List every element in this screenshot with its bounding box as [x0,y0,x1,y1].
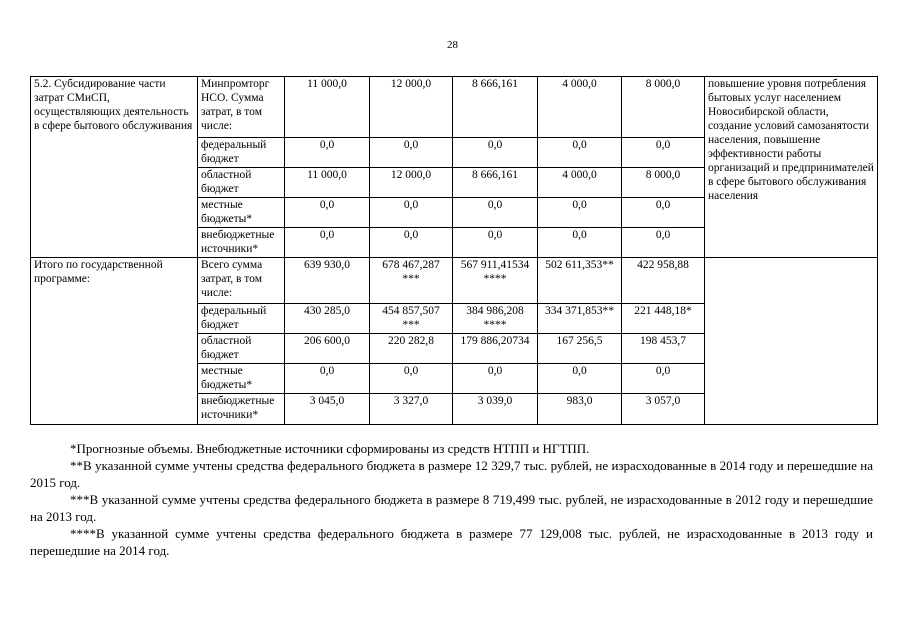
table-row [31,258,878,304]
value-cell: 3 045,0 [285,394,370,425]
value-cell: 0,0 [538,364,622,394]
value-cell: 11 000,0 [285,77,370,138]
expected-result [705,258,878,425]
value-cell: 0,0 [453,138,538,168]
value-cell: 11 000,0 [285,168,370,198]
value-cell: 0,0 [453,364,538,394]
value-cell: 4 000,0 [538,77,622,138]
table-row [31,77,878,138]
value-cell: 8 666,161 [453,168,538,198]
value-cell: 0,0 [538,138,622,168]
value-cell: 0,0 [285,138,370,168]
value-cell: 3 039,0 [453,394,538,425]
value-cell: 983,0 [538,394,622,425]
funding-source: Минпромторг НСО. Сумма затрат, в том числе: [198,77,285,138]
value-cell: 0,0 [453,228,538,258]
value-cell: 0,0 [622,364,705,394]
value-cell: 384 986,208 **** [453,304,538,334]
footnotes [30,440,873,559]
value-cell: 0,0 [370,228,453,258]
value-cell: 430 285,0 [285,304,370,334]
budget-table [30,76,878,425]
footnote: *Прогнозные объемы. Внебюджетные источники сформированы из средств НТПП и НГТПП. [70,441,590,456]
expected-result: повышение уровня потребления бытовых услуг населением Новосибирской области, создание условий самозанятости населения, повышение эффективности работы организаций и предпринимателей в сфере бытового обслуживания населения [705,77,878,258]
value-cell: 0,0 [285,364,370,394]
value-cell: 221 448,18* [622,304,705,334]
funding-source: областной бюджет [198,168,285,198]
value-cell: 167 256,5 [538,334,622,364]
value-cell: 3 327,0 [370,394,453,425]
value-cell: 0,0 [370,364,453,394]
funding-source: внебюджетные источники* [198,394,285,425]
footnote: **В указанной сумме учтены средства федерального бюджета в размере 12 329,7 тыс. рублей, не израсходованные в 2014 году и перешедшие на 2015 год. [30,458,873,490]
value-cell: 334 371,853** [538,304,622,334]
footnote: ****В указанной сумме учтены средства федерального бюджета в размере 77 129,008 тыс. рублей, не израсходованные в 2013 году и перешедшие на 2014 год. [30,526,873,558]
value-cell: 0,0 [622,138,705,168]
value-cell: 198 453,7 [622,334,705,364]
footnote: ***В указанной сумме учтены средства федерального бюджета в размере 8 719,499 тыс. рублей, не израсходованные в 2012 году и перешедшие на 2013 год. [30,492,873,524]
value-cell: 0,0 [538,198,622,228]
value-cell: 0,0 [622,198,705,228]
value-cell: 4 000,0 [538,168,622,198]
value-cell: 502 611,353** [538,258,622,304]
funding-source: федеральный бюджет [198,138,285,168]
funding-source: областной бюджет [198,334,285,364]
value-cell: 8 000,0 [622,168,705,198]
value-cell: 0,0 [538,228,622,258]
value-cell: 220 282,8 [370,334,453,364]
value-cell: 3 057,0 [622,394,705,425]
value-cell: 639 930,0 [285,258,370,304]
value-cell: 8 666,161 [453,77,538,138]
value-cell: 0,0 [370,198,453,228]
value-cell: 0,0 [453,198,538,228]
value-cell: 678 467,287 *** [370,258,453,304]
value-cell: 179 886,20734 [453,334,538,364]
funding-source: Всего сумма затрат, в том числе: [198,258,285,304]
value-cell: 12 000,0 [370,168,453,198]
total-title: Итого по государственной программе: [31,258,198,425]
value-cell: 12 000,0 [370,77,453,138]
measure-title: 5.2. Субсидирование части затрат СМиСП, осуществляющих деятельность в сфере бытового обслуживания [31,77,198,258]
value-cell: 567 911,41534 **** [453,258,538,304]
funding-source: внебюджетные источники* [198,228,285,258]
value-cell: 0,0 [285,228,370,258]
value-cell: 422 958,88 [622,258,705,304]
value-cell: 0,0 [370,138,453,168]
value-cell: 206 600,0 [285,334,370,364]
value-cell: 454 857,507 *** [370,304,453,334]
funding-source: федеральный бюджет [198,304,285,334]
value-cell: 0,0 [622,228,705,258]
value-cell: 8 000,0 [622,77,705,138]
value-cell: 0,0 [285,198,370,228]
funding-source: местные бюджеты* [198,198,285,228]
page-number: 28 [447,39,458,51]
funding-source: местные бюджеты* [198,364,285,394]
